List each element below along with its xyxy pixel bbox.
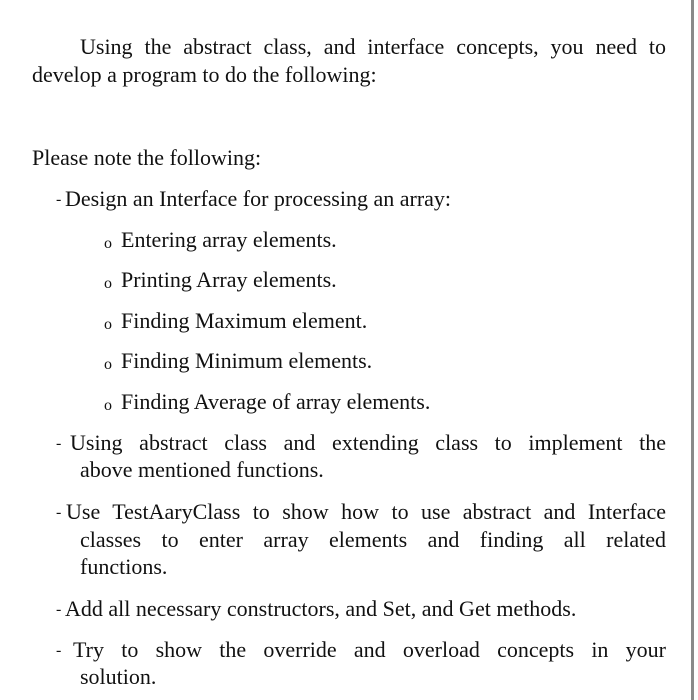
circle-bullet-icon: o — [104, 275, 112, 292]
sub-item-2: Printing Array elements. — [121, 267, 337, 292]
dash-bullet: - — [56, 601, 62, 618]
dash-bullet: - — [56, 504, 62, 521]
sub-item-1: Entering array elements. — [121, 227, 337, 252]
list-item-5-line-1: Try to show the override and overload concepts in your — [73, 637, 666, 662]
list-item-2-line-2: above mentioned functions. — [80, 457, 324, 482]
circle-bullet-icon: o — [104, 316, 112, 333]
circle-bullet-icon: o — [104, 397, 112, 414]
circle-bullet-icon: o — [104, 356, 112, 373]
intro-line-2: develop a program to do the following: — [32, 62, 377, 87]
intro-line-1: Using the abstract class, and interface concepts, you need to — [80, 34, 666, 59]
dash-bullet: - — [56, 642, 62, 659]
note-heading: Please note the following: — [32, 145, 262, 170]
list-item-3-line-2: classes to enter array elements and finding all related — [80, 527, 666, 552]
sub-item-3: Finding Maximum element. — [121, 308, 368, 333]
list-item-3-line-1: Use TestAaryClass to show how to use abstract and Interface — [66, 499, 666, 524]
list-item-2-line-1: Using abstract class and extending class to implement the — [70, 430, 666, 455]
list-item-1-text: Design an Interface for processing an array: — [65, 186, 452, 211]
sub-item-4: Finding Minimum elements. — [121, 348, 373, 373]
list-item-5-line-2: solution. — [80, 664, 157, 689]
page-right-border — [691, 0, 694, 700]
circle-bullet-icon: o — [104, 235, 112, 252]
list-item-3-line-3: functions. — [80, 554, 168, 579]
list-item-4-text: Add all necessary constructors, and Set, and Get methods. — [65, 596, 577, 621]
dash-bullet: - — [56, 435, 62, 452]
dash-bullet: - — [56, 191, 62, 208]
sub-item-5: Finding Average of array elements. — [121, 389, 431, 414]
